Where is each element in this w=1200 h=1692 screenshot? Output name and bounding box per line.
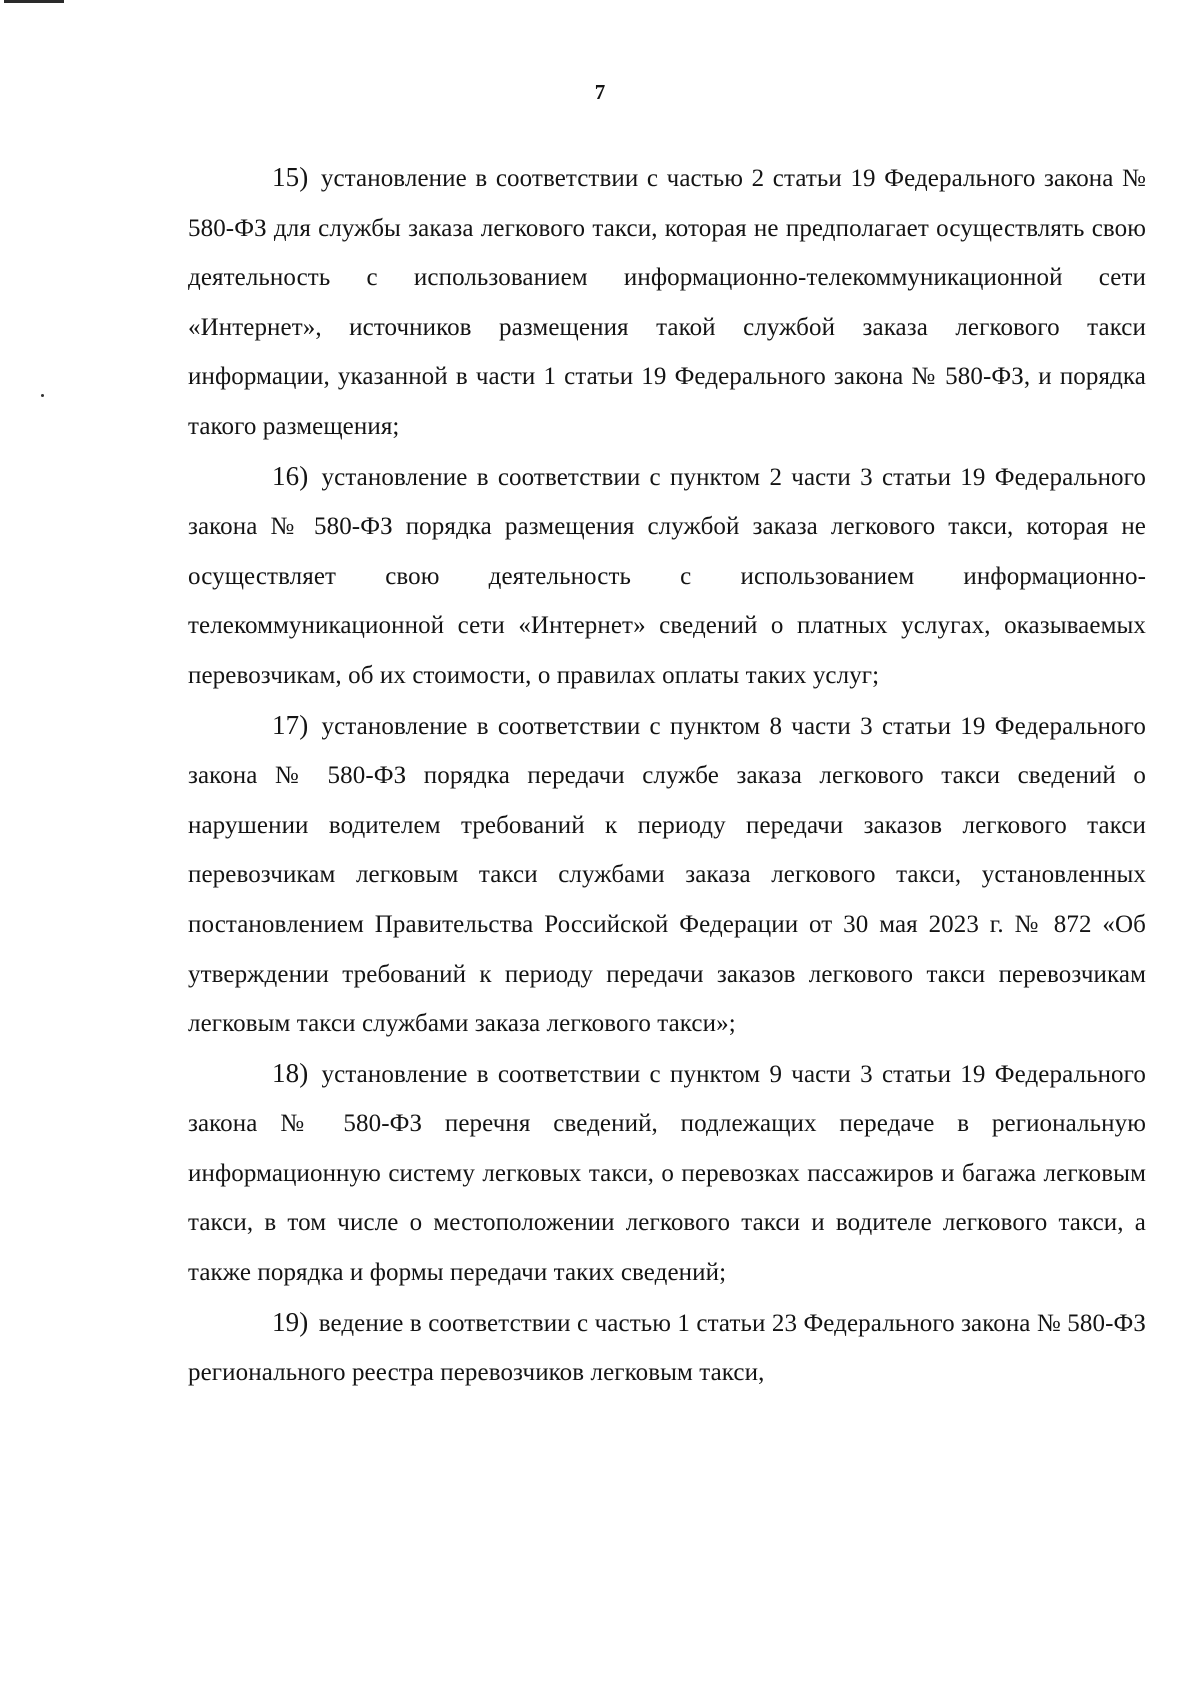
item-number: 15) [272, 162, 309, 192]
item-number: 16) [272, 460, 309, 491]
list-item-19 [188, 1298, 1146, 1398]
list-item-15 [188, 153, 1146, 452]
item-number: 17) [272, 709, 309, 740]
item-text: ведение в соответствии с частью 1 статьи 23 Федерального закона № 580-ФЗ регионального реестра перевозчиков легковым такси, [188, 1309, 1146, 1387]
list-item-16 [188, 452, 1146, 701]
page-number: 7 [594, 80, 606, 104]
item-text: установление в соответствии с частью 2 статьи 19 Федерального закона № 580-ФЗ для службы заказа легкового такси, которая не предполагает осуществлять свою деятельность с использованием информационно-телекоммуникационной сети «Интернет», источников размещения такой службой заказа легкового такси информации, указанной в части 1 статьи 19 Федерального закона № 580-ФЗ, и порядка такого размещения; [188, 165, 1147, 440]
item-text: установление в соответствии с пунктом 8 части 3 статьи 19 Федерального закона № 580-ФЗ порядка передачи службе заказа легкового такси сведений о нарушении водителем требований к периоду передачи заказов легкового такси перевозчикам легковым такси службами заказа легкового такси, установленных постановлением Правительства Российской Федерации от 30 мая 2023 г. № 872 «Об утверждении требований к периоду передачи заказов легкового такси перевозчикам легковым такси службами заказа легкового такси»; [188, 712, 1146, 1038]
item-text: установление в соответствии с пунктом 2 части 3 статьи 19 Федерального закона № 580-ФЗ порядка размещения службой заказа легкового такси, которая не осуществляет свою деятельность с использованием информационно-телекоммуникационной сети «Интернет» сведений о платных услугах, оказываемых перевозчикам, об их стоимости, о правилах оплаты таких услуг; [188, 463, 1146, 689]
item-text: установление в соответствии с пунктом 9 части 3 статьи 19 Федерального закона № 580-ФЗ перечня сведений, подлежащих передаче в региональную информационную систему легковых такси, о перевозках пассажиров и багажа легковым такси, в том числе о местоположении легкового такси и водителе легкового такси, а также порядка и формы передачи таких сведений; [188, 1060, 1146, 1287]
scan-corner-mark [4, 0, 64, 3]
document-body [188, 153, 1146, 1398]
list-item-17 [188, 701, 1146, 1049]
item-number: 19) [272, 1306, 309, 1337]
list-item-18 [188, 1049, 1146, 1298]
item-number: 18) [272, 1057, 309, 1088]
scan-speck [41, 394, 44, 397]
